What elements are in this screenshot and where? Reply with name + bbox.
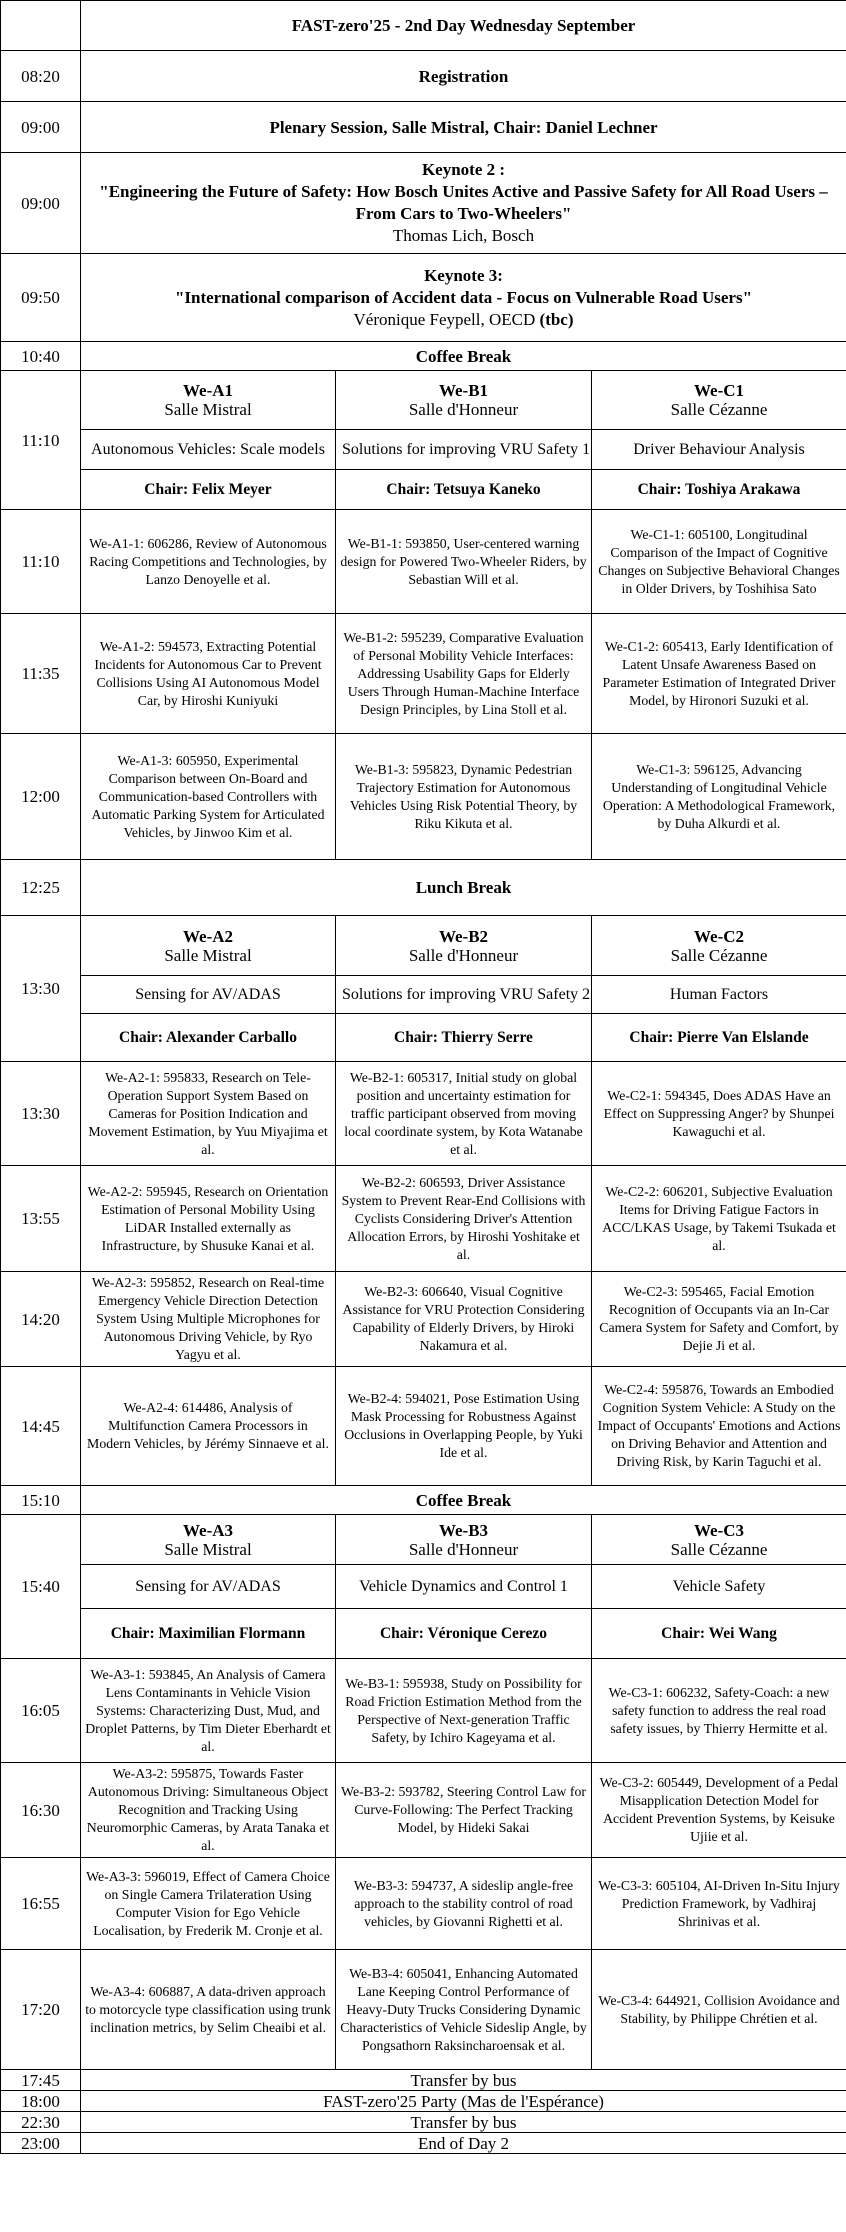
page-title: FAST-zero'25 - 2nd Day Wednesday September [81,1,846,51]
session-id: We-A1 [182,381,234,400]
session-id: We-A3 [182,1520,234,1540]
paper-cell: We-C1-2: 605413, Early Identification of Latent Unsafe Awareness Based on Parameter Estimation of Integrated Driver Model, by Hironori Suzuki et al. [592,614,846,734]
time-cell: 15:40 [1,1515,81,1659]
paper-cell: We-B1-2: 595239, Comparative Evaluation of Personal Mobility Vehicle Interfaces: Addressing Usability Gaps for Elderly Users Through Human-Machine Interface Design Principles, by Lina Stoll et al. [336,614,592,734]
session-chair-row [1,1609,846,1659]
session-chair: Chair: Pierre Van Elslande [592,1014,846,1062]
evening-row [1,2091,846,2112]
time-cell: 17:20 [1,1950,81,2070]
paper-cell: We-C3-2: 605449, Development of a Pedal Misapplication Detection Model for Accident Prevention Systems, by Keisuke Ujiie et al. [592,1763,846,1858]
paper-row [1,734,846,860]
time-cell: 10:40 [1,342,81,371]
time-cell: 13:55 [1,1166,81,1272]
session-chair: Chair: Maximilian Flormann [81,1609,336,1659]
paper-cell: We-A1-2: 594573, Extracting Potential Incidents for Autonomous Car to Prevent Collisions Using AI Autonomous Model Car, by Hiroshi Kuniyuki [81,614,336,734]
session-header-row [1,916,846,976]
time-cell: 15:10 [1,1486,81,1515]
time-cell: 22:30 [1,2112,81,2133]
session-chair: Chair: Véronique Cerezo [336,1609,592,1659]
session-room: Salle d'Honneur [408,945,519,965]
paper-row [1,1763,846,1858]
paper-cell: We-C1-3: 596125, Advancing Understanding of Longitudinal Vehicle Operation: A Methodological Framework, by Duha Alkurdi et al. [592,734,846,860]
paper-row [1,1062,846,1166]
session-header [592,1515,846,1565]
paper-cell: We-C2-3: 595465, Facial Emotion Recognition of Occupants via an In-Car Camera System for Safety and Comfort, by Dejie Ji et al. [592,1272,846,1367]
session-chair: Chair: Thierry Serre [336,1014,592,1062]
keynote2-speaker: Thomas Lich, Bosch [392,226,535,245]
registration-row [1,51,846,102]
paper-cell: We-A2-3: 595852, Research on Real-time Emergency Vehicle Direction Detection System Using Multiple Microphones for Autonomous Driving Vehicle, by Ryo Yagyu et al. [81,1272,336,1367]
evening-row [1,2070,846,2091]
session-topic: Human Factors [592,976,846,1014]
keynote2-cell [81,153,846,254]
session-header-row [1,1515,846,1565]
time-cell: 14:20 [1,1272,81,1367]
keynote3-speaker [87,309,840,331]
paper-row [1,1272,846,1367]
paper-cell: We-A2-4: 614486, Analysis of Multifunction Camera Processors in Modern Vehicles, by Jérémy Sinnaeve et al. [81,1367,336,1486]
session-topic: Autonomous Vehicles: Scale models [81,430,336,470]
paper-cell: We-B3-3: 594737, A sideslip angle-free approach to the stability control of road vehicles, by Giovanni Righetti et al. [336,1858,592,1950]
session-topic-row [1,1565,846,1609]
session-id: We-B2 [438,926,489,946]
paper-cell: We-B3-1: 595938, Study on Possibility for Road Friction Estimation Method from the Perspective of Next-generation Traffic Safety, by Ichiro Kageyama et al. [336,1659,592,1763]
session-id: We-B1 [438,381,489,400]
session-block-1 [1,371,846,860]
time-cell: 09:00 [1,102,81,153]
evening-label: Transfer by bus [81,2070,846,2091]
time-cell: 12:25 [1,860,81,916]
paper-cell: We-B2-4: 594021, Pose Estimation Using Mask Processing for Robustness Against Occlusions in Overlapping People, by Yuki Ide et al. [336,1367,592,1486]
paper-row [1,614,846,734]
paper-cell: We-C1-1: 605100, Longitudinal Comparison of the Impact of Cognitive Changes on Subjective Behavioral Changes in Older Drivers, by Toshihisa Sato [592,510,846,614]
session-room: Salle d'Honneur [408,400,519,419]
keynote3-talk: "International comparison of Accident data - Focus on Vulnerable Road Users" [174,287,753,307]
keynote2-talk: "Engineering the Future of Safety: How Bosch Unites Active and Passive Safety for All Road Users – From Cars to Two-Wheelers" [99,182,828,223]
session-room: Salle Mistral [164,400,252,419]
paper-cell: We-A3-1: 593845, An Analysis of Camera Lens Contaminants in Vehicle Vision Systems: Characterizing Dust, Mud, and Droplet Patterns, by Tim Dieter Eberhardt et al. [81,1659,336,1763]
session-room: Salle Mistral [164,945,252,965]
coffee-break-label: Coffee Break [81,342,846,371]
session-room: Salle d'Honneur [408,1539,519,1559]
session-header [336,1515,592,1565]
time-cell: 16:05 [1,1659,81,1763]
session-room: Salle Cézanne [670,1539,768,1559]
session-id: We-C2 [693,926,745,946]
evening-row [1,2112,846,2133]
session-topic: Driver Behaviour Analysis [592,430,846,470]
keynote3-cell [81,254,846,342]
paper-cell: We-A1-1: 606286, Review of Autonomous Racing Competitions and Technologies, by Lanzo Denoyelle et al. [81,510,336,614]
time-cell: 11:10 [1,371,81,510]
time-cell: 09:00 [1,153,81,254]
time-cell: 16:55 [1,1858,81,1950]
paper-row [1,1367,846,1486]
paper-cell: We-B2-2: 606593, Driver Assistance System to Prevent Rear-End Collisions with Cyclists Considering Driver's Attention Allocation Errors, by Hiroshi Yoshitake et al. [336,1166,592,1272]
keynote3-row [1,254,846,342]
paper-cell: We-A3-4: 606887, A data-driven approach to motorcycle type classification using trunk inclination metrics, by Selim Cheaibi et al. [81,1950,336,2070]
plenary-label: Plenary Session, Salle Mistral, Chair: Daniel Lechner [81,102,846,153]
paper-row [1,1858,846,1950]
time-cell: 12:00 [1,734,81,860]
session-header [81,1515,336,1565]
session-id: We-B3 [438,1520,489,1540]
session-chair: Chair: Alexander Carballo [81,1014,336,1062]
coffee-break-row [1,342,846,371]
time-cell: 09:50 [1,254,81,342]
lunch-break-label: Lunch Break [81,860,846,916]
time-cell: 13:30 [1,916,81,1062]
session-block-2 [1,916,846,1486]
paper-cell: We-A2-2: 595945, Research on Orientation Estimation of Personal Mobility Using LiDAR Installed externally as Infrastructure, by Shusuke Kanai et al. [81,1166,336,1272]
time-cell: 23:00 [1,2133,81,2154]
session-header [592,916,846,976]
time-cell: 11:10 [1,510,81,614]
paper-cell: We-A3-2: 595875, Towards Faster Autonomous Driving: Simultaneous Object Recognition and Tracking Using Neuromorphic Cameras, by Arata Tanaka et al. [81,1763,336,1858]
evening-label: Transfer by bus [81,2112,846,2133]
coffee-break-row [1,1486,846,1515]
time-cell: 17:45 [1,2070,81,2091]
paper-row [1,1166,846,1272]
session-header [81,371,336,430]
paper-cell: We-B3-4: 605041, Enhancing Automated Lane Keeping Control Performance of Heavy-Duty Trucks Considering Dynamic Characteristics of Vehicle Sideslip Angle, by Pongsathorn Raksincharoensak et al. [336,1950,592,2070]
session-topic: Vehicle Dynamics and Control 1 [336,1565,592,1609]
paper-row [1,1659,846,1763]
session-topic: Vehicle Safety [592,1565,846,1609]
session-block-3 [1,1515,846,2070]
time-cell: 08:20 [1,51,81,102]
time-cell: 11:35 [1,614,81,734]
session-chair-row [1,1014,846,1062]
session-room: Salle Cézanne [670,400,768,419]
paper-cell: We-C2-2: 606201, Subjective Evaluation Items for Driving Fatigue Factors in ACC/LKAS Usage, by Takemi Tsukada et al. [592,1166,846,1272]
evening-block [1,2070,846,2154]
paper-cell: We-A3-3: 596019, Effect of Camera Choice on Single Camera Trilateration Using Computer Vision for Ego Vehicle Localisation, by Frederik M. Cronje et al. [81,1858,336,1950]
keynote3-speaker-name: Véronique Feypell, OECD [353,309,540,329]
session-id: We-A2 [182,926,234,946]
paper-cell: We-B2-1: 605317, Initial study on global position and uncertainty estimation for traffic participant observed from moving local coordinate system, by Kota Watanabe et al. [336,1062,592,1166]
paper-cell: We-B1-3: 595823, Dynamic Pedestrian Trajectory Estimation for Autonomous Vehicles Using Risk Potential Theory, by Riku Kikuta et al. [336,734,592,860]
session-topic: Sensing for AV/ADAS [81,1565,336,1609]
time-cell: 13:30 [1,1062,81,1166]
keynote2-heading: Keynote 2 : [421,160,506,179]
paper-row [1,1950,846,2070]
session-header [81,916,336,976]
paper-cell: We-A1-3: 605950, Experimental Comparison between On-Board and Communication-based Controllers with Automatic Parking System for Articulated Vehicles, by Jinwoo Kim et al. [81,734,336,860]
session-topic-row [1,430,846,470]
registration-label: Registration [81,51,846,102]
session-topic-row [1,976,846,1014]
session-topic: Sensing for AV/ADAS [81,976,336,1014]
paper-cell: We-C2-4: 595876, Towards an Embodied Cognition System Vehicle: A Study on the Impact of Occupants' Emotions and Actions on Driving Behavior and Attention and Driving Risk, by Karin Taguchi et al. [592,1367,846,1486]
keynote3-heading: Keynote 3: [424,265,503,285]
session-chair-row [1,470,846,510]
paper-row [1,510,846,614]
session-header [336,371,592,430]
session-id: We-C1 [693,381,745,400]
session-topic: Solutions for improving VRU Safety 1 [336,430,592,470]
lunch-break-row [1,860,846,916]
keynote2-row [1,153,846,254]
session-chair: Chair: Felix Meyer [81,470,336,510]
paper-cell: We-B3-2: 593782, Steering Control Law for Curve-Following: The Perfect Tracking Model, by Hideki Sakai [336,1763,592,1858]
session-header-row [1,371,846,430]
session-chair: Chair: Toshiya Arakawa [592,470,846,510]
paper-cell: We-B1-1: 593850, User-centered warning design for Powered Two-Wheeler Riders, by Sebastian Will et al. [336,510,592,614]
paper-cell: We-C2-1: 594345, Does ADAS Have an Effect on Suppressing Anger? by Shunpei Kawaguchi et al. [592,1062,846,1166]
session-header [592,371,846,430]
session-room: Salle Mistral [164,1539,252,1559]
keynote3-speaker-note: (tbc) [539,309,574,329]
session-chair: Chair: Tetsuya Kaneko [336,470,592,510]
paper-cell: We-A2-1: 595833, Research on Tele-Operation Support System Based on Cameras for Position Indication and Movement Estimation, by Yuu Miyajima et al. [81,1062,336,1166]
plenary-row [1,102,846,153]
session-id: We-C3 [693,1520,745,1540]
coffee-break-label: Coffee Break [81,1486,846,1515]
evening-row [1,2133,846,2154]
time-cell: 18:00 [1,2091,81,2112]
session-header [336,916,592,976]
session-chair: Chair: Wei Wang [592,1609,846,1659]
evening-label: FAST-zero'25 Party (Mas de l'Espérance) [81,2091,846,2112]
paper-cell: We-C3-3: 605104, AI-Driven In-Situ Injury Prediction Framework, by Vadhiraj Shrinivas et al. [592,1858,846,1950]
paper-cell: We-B2-3: 606640, Visual Cognitive Assistance for VRU Protection Considering Capability of Elderly Drivers, by Hiroki Nakamura et al. [336,1272,592,1367]
paper-cell: We-C3-1: 606232, Safety-Coach: a new safety function to address the real road safety issues, by Thierry Hermitte et al. [592,1659,846,1763]
evening-label: End of Day 2 [81,2133,846,2154]
session-topic: Solutions for improving VRU Safety 2 [336,976,592,1014]
time-cell: 14:45 [1,1367,81,1486]
session-room: Salle Cézanne [670,945,768,965]
title-row [1,1,846,51]
time-cell: 16:30 [1,1763,81,1858]
paper-cell: We-C3-4: 644921, Collision Avoidance and Stability, by Philippe Chrétien et al. [592,1950,846,2070]
